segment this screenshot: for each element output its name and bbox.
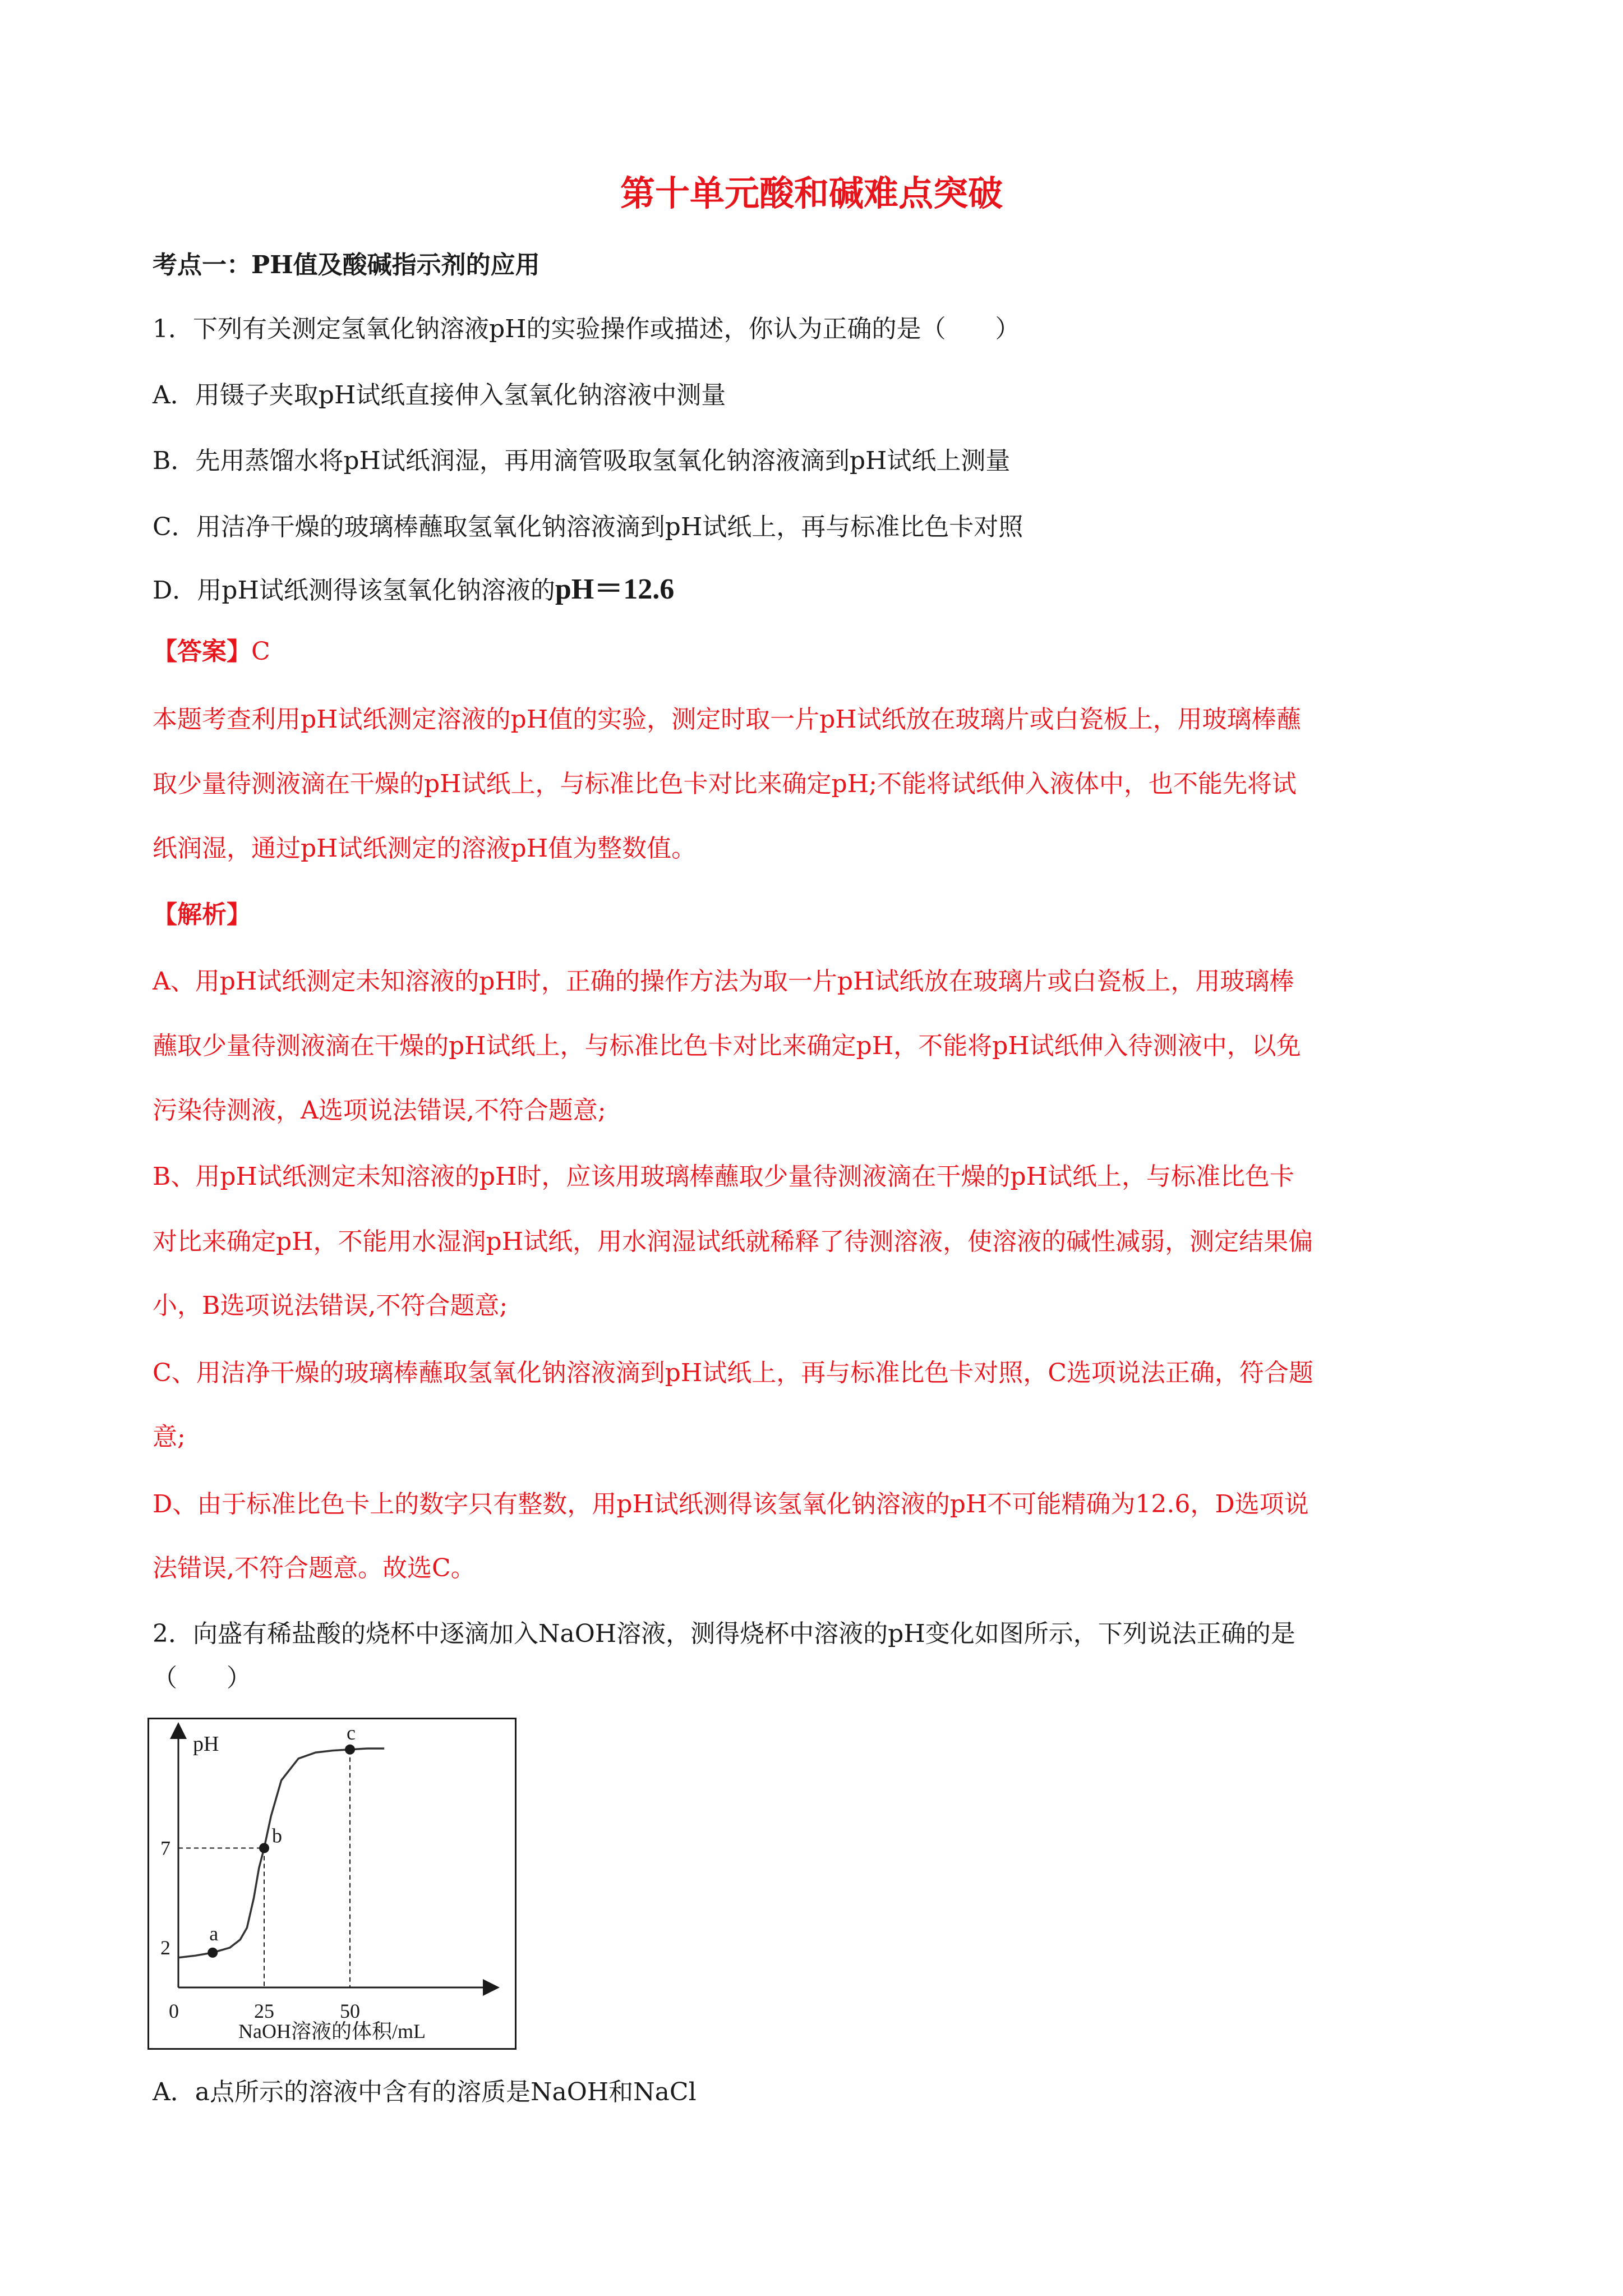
answer-text-line: 本题考查利用pH试纸测定溶液的pH值的实验，测定时取一片pH试纸放在玻璃片或白瓷板上，用玻璃棒蘸 <box>153 705 1301 734</box>
ph-chart-svg <box>149 1719 515 2048</box>
analysis-text-line: A、用pH试纸测定未知溶液的pH时，正确的操作方法为取一片pH试纸放在玻璃片或白瓷板上，用玻璃棒 <box>153 967 1294 996</box>
q1-option-d-formula: pH＝12.6 <box>555 573 675 605</box>
analysis-text-line: 小，B选项说法错误,不符合题意; <box>153 1291 508 1320</box>
analysis-text-line: 意; <box>153 1423 186 1451</box>
analysis-text-line: 对比来确定pH，不能用水湿润pH试纸，用水润湿试纸就稀释了待测溶液，使溶液的碱性减弱，测定结果偏 <box>153 1227 1313 1256</box>
q2-stem-paren: （ ） <box>153 1664 251 1692</box>
x-tick-label: 0 <box>169 2000 179 2022</box>
analysis-text-line: C、用洁净干燥的玻璃棒蘸取氢氧化钠溶液滴到pH试纸上，再与标准比色卡对照，C选项说法正确，符合题 <box>153 1359 1313 1387</box>
x-tick-label: 25 <box>254 2000 274 2022</box>
y-tick-label: 7 <box>160 1837 170 1860</box>
analysis-text-line: B、用pH试纸测定未知溶液的pH时，应该用玻璃棒蘸取少量待测液滴在干燥的pH试纸上，与标准比色卡 <box>153 1162 1294 1191</box>
ph-chart <box>147 1718 517 2050</box>
answer-value: C <box>251 637 270 666</box>
q1-option-d <box>153 573 674 608</box>
page-title: 第十单元酸和碱难点突破 <box>620 173 1003 214</box>
answer-tag: 【答案】 <box>153 637 251 666</box>
x-tick-label: 50 <box>340 2000 360 2022</box>
point-label-a: a <box>209 1922 219 1945</box>
point-label-b: b <box>272 1824 282 1847</box>
analysis-text-line: 蘸取少量待测液滴在干燥的pH试纸上，与标准比色卡对比来确定pH，不能将pH试纸伸入待测液中，以免 <box>153 1032 1301 1060</box>
data-point-c <box>345 1745 355 1755</box>
analysis-tag: 【解析】 <box>153 900 251 929</box>
y-axis-label: pH <box>193 1732 219 1756</box>
q1-option-d-text: D．用pH试纸测得该氢氧化钠溶液的 <box>153 576 555 605</box>
answer-text-line: 取少量待测液滴在干燥的pH试纸上，与标准比色卡对比来确定pH;不能将试纸伸入液体中，也不能先将试 <box>153 770 1297 798</box>
section-heading: 考点一：PH值及酸碱指示剂的应用 <box>153 251 540 279</box>
point-label-c: c <box>347 1721 356 1744</box>
x-axis-label: NaOH溶液的体积/mL <box>238 2020 426 2042</box>
y-tick-label: 2 <box>160 1936 170 1959</box>
data-point-a <box>208 1948 218 1958</box>
q2-option-a: A．a点所示的溶液中含有的溶质是NaOH和NaCl <box>153 2078 697 2106</box>
q1-option-a: A．用镊子夹取pH试纸直接伸入氢氧化钠溶液中测量 <box>153 381 726 409</box>
q1-option-c: C．用洁净干燥的玻璃棒蘸取氢氧化钠溶液滴到pH试纸上，再与标准比色卡对照 <box>153 513 1023 541</box>
analysis-text-line: 法错误,不符合题意。故选C。 <box>153 1554 476 1582</box>
q1-stem: 1．下列有关测定氢氧化钠溶液pH的实验操作或描述，你认为正确的是（ ） <box>153 315 1020 343</box>
q1-answer <box>153 635 270 669</box>
q2-stem: 2．向盛有稀盐酸的烧杯中逐滴加入NaOH溶液，测得烧杯中溶液的pH变化如图所示，下列说法正确的是 <box>153 1619 1295 1648</box>
q1-option-b: B．先用蒸馏水将pH试纸润湿，再用滴管吸取氢氧化钠溶液滴到pH试纸上测量 <box>153 447 1011 475</box>
answer-text-line: 纸润湿，通过pH试纸测定的溶液pH值为整数值。 <box>153 834 697 863</box>
analysis-text-line: D、由于标准比色卡上的数字只有整数，用pH试纸测得该氢氧化钠溶液的pH不可能精确为12.6，D选项说 <box>153 1490 1309 1519</box>
data-point-b <box>259 1843 269 1853</box>
analysis-text-line: 污染待测液，A选项说法错误,不符合题意; <box>153 1096 606 1125</box>
